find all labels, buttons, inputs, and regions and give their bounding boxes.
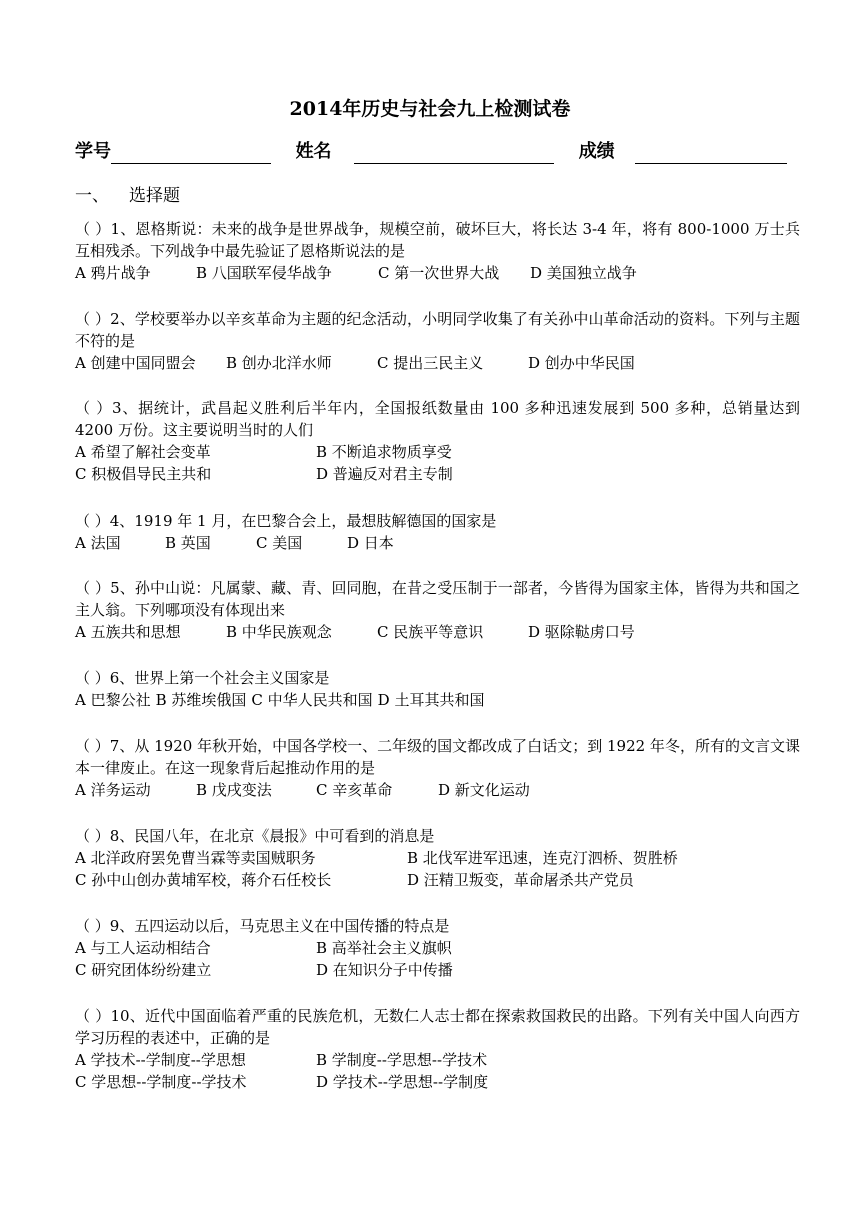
option-a[interactable]: A 法国: [75, 534, 121, 552]
option-d[interactable]: D 普遍反对君主专制: [316, 465, 453, 483]
section-label: 选择题: [129, 186, 180, 206]
option-b[interactable]: B 北伐军进军迅速，连克汀泗桥、贺胜桥: [407, 849, 678, 867]
question-stem: （ ）2、学校要举办以辛亥革命为主题的纪念活动，小明同学收集了有关孙中山革命活动的资料。下列与主题不符的是: [75, 310, 800, 350]
options-row: [75, 869, 800, 891]
option-a[interactable]: A 创建中国同盟会: [75, 354, 196, 372]
options-row: [75, 463, 800, 485]
question-8: [75, 825, 800, 891]
option-d[interactable]: D 土耳其共和国: [377, 691, 485, 709]
option-a[interactable]: A 与工人运动相结合: [75, 939, 211, 957]
option-b[interactable]: B 学制度--学思想--学技术: [316, 1051, 488, 1069]
option-b[interactable]: B 苏维埃俄国: [155, 691, 247, 709]
option-c[interactable]: C 中华人民共和国: [251, 691, 373, 709]
question-stem: （ ）8、民国八年，在北京《晨报》中可看到的消息是: [75, 827, 435, 845]
option-b[interactable]: B 中华民族观念: [226, 623, 332, 641]
option-d[interactable]: D 美国独立战争: [530, 264, 637, 282]
student-id-label: 学号: [75, 141, 111, 162]
option-c[interactable]: C 研究团体纷纷建立: [75, 961, 212, 979]
exam-title: 2014年历史与社会九上检测试卷: [289, 98, 571, 120]
question-stem: （ ）6、世界上第一个社会主义国家是: [75, 669, 330, 687]
options-row: [75, 352, 800, 374]
options-row: [75, 779, 800, 801]
option-d[interactable]: D 在知识分子中传播: [316, 961, 453, 979]
options-row: [75, 1071, 800, 1093]
option-a[interactable]: A 洋务运动: [75, 781, 151, 799]
option-b[interactable]: B 英国: [165, 534, 211, 552]
question-2: [75, 308, 800, 374]
option-c[interactable]: C 积极倡导民主共和: [75, 465, 212, 483]
question-7: [75, 735, 800, 801]
option-d[interactable]: D 新文化运动: [438, 781, 530, 799]
options-row: [75, 689, 800, 711]
options-row: [75, 847, 800, 869]
options-row: [75, 441, 800, 463]
question-1: [75, 218, 800, 284]
option-b[interactable]: B 高举社会主义旗帜: [316, 939, 452, 957]
name-blank[interactable]: [354, 143, 554, 164]
question-stem: （ ）3、据统计，武昌起义胜利后半年内，全国报纸数量由 100 多种迅速发展到 500 多种，总销量达到 4200 万份。这主要说明当时的人们: [75, 399, 800, 439]
options-row: [75, 937, 800, 959]
option-a[interactable]: A 希望了解社会变革: [75, 443, 211, 461]
option-b[interactable]: B 不断追求物质享受: [316, 443, 452, 461]
option-c[interactable]: C 美国: [256, 534, 303, 552]
section-number: 一、: [75, 186, 109, 206]
options-row: [75, 262, 800, 284]
score-blank[interactable]: [635, 143, 787, 164]
options-row: [75, 1049, 800, 1071]
name-label: 姓名: [295, 141, 332, 162]
option-d[interactable]: D 创办中华民国: [528, 354, 635, 372]
option-d[interactable]: D 日本: [347, 534, 394, 552]
option-a[interactable]: A 鸦片战争: [75, 264, 151, 282]
option-b[interactable]: B 戊戌变法: [196, 781, 272, 799]
option-a[interactable]: A 五族共和思想: [75, 623, 181, 641]
options-row: [75, 532, 800, 554]
question-6: [75, 667, 800, 711]
question-4: [75, 510, 800, 554]
student-info-line: [75, 140, 787, 164]
option-b[interactable]: B 创办北洋水师: [226, 354, 332, 372]
option-a[interactable]: A 学技术--学制度--学思想: [75, 1051, 246, 1069]
option-c[interactable]: C 第一次世界大战: [378, 264, 500, 282]
option-c[interactable]: C 提出三民主义: [377, 354, 484, 372]
student-id-blank[interactable]: [111, 143, 271, 164]
options-row: [75, 621, 800, 643]
question-stem: （ ）4、1919 年 1 月，在巴黎合会上，最想肢解德国的国家是: [75, 512, 497, 530]
option-d[interactable]: D 学技术--学思想--学制度: [316, 1073, 489, 1091]
question-stem: （ ）9、五四运动以后，马克思主义在中国传播的特点是: [75, 917, 450, 935]
option-a[interactable]: A 巴黎公社: [75, 691, 151, 709]
options-row: [75, 959, 800, 981]
option-c[interactable]: C 学思想--学制度--学技术: [75, 1073, 247, 1091]
question-stem: （ ）5、孙中山说：凡属蒙、藏、青、回同胞，在昔之受压制于一部者，今皆得为国家主体，皆得为共和国之主人翁。下列哪项没有体现出来: [75, 579, 800, 619]
question-5: [75, 577, 800, 643]
option-c[interactable]: C 辛亥革命: [316, 781, 393, 799]
question-stem: （ ）1、恩格斯说：未来的战争是世界战争，规模空前，破坏巨大，将长达 3-4 年，将有 800-1000 万士兵互相残杀。下列战争中最先验证了恩格斯说法的是: [75, 220, 800, 260]
option-c[interactable]: C 民族平等意识: [377, 623, 484, 641]
option-d[interactable]: D 汪精卫叛变，革命屠杀共产党员: [407, 871, 634, 889]
option-b[interactable]: B 八国联军侵华战争: [196, 264, 332, 282]
option-c[interactable]: C 孙中山创办黄埔军校，蒋介石任校长: [75, 871, 332, 889]
question-9: [75, 915, 800, 981]
question-stem: （ ）10、近代中国面临着严重的民族危机，无数仁人志士都在探索救国救民的出路。下列有关中国人向西方学习历程的表述中，正确的是: [75, 1007, 800, 1047]
option-d[interactable]: D 驱除鞑虏口号: [528, 623, 635, 641]
question-stem: （ ）7、从 1920 年秋开始，中国各学校一、二年级的国文都改成了白话文；到 1922 年冬，所有的文言文课本一律废止。在这一现象背后起推动作用的是: [75, 737, 800, 777]
question-3: [75, 397, 800, 485]
question-10: [75, 1005, 800, 1093]
section-heading: [75, 185, 180, 207]
option-a[interactable]: A 北洋政府罢免曹当霖等卖国贼职务: [75, 849, 316, 867]
score-label: 成绩: [578, 141, 615, 162]
